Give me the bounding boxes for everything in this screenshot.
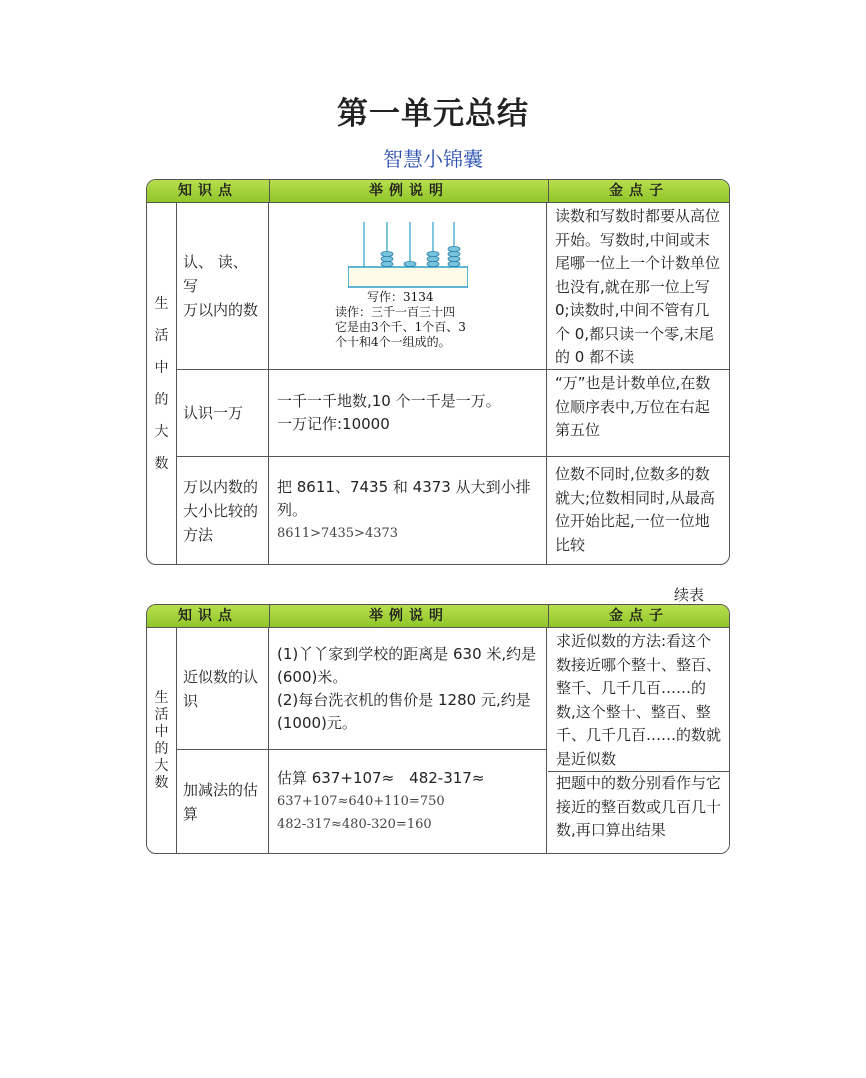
abacus-icon [348,222,468,290]
example-line: 写作：3134 [367,290,434,304]
side-char: 数 [154,774,169,791]
page-title: 第一单元总结 [337,96,529,132]
header-tips: 金点子 [609,608,669,624]
table-row [177,203,729,370]
side-char: 生 [154,689,169,706]
example-line: (1)丫丫家到学校的距离是 630 米,约是(600)米。 [277,644,537,686]
example-cell [269,203,547,369]
header-example: 举例说明 [270,180,549,202]
table-header [147,180,729,203]
tip-cell: “万”也是计数单位,在数位顺序表中,万位在右起第五位 [555,374,711,439]
header-tips: 金点子 [609,183,669,199]
example-line: 8611>7435>4373 [277,526,399,541]
table-header [147,605,729,628]
side-char: 生 [154,295,169,312]
header-example: 举例说明 [270,605,549,627]
example-line: 读作：三千一百三十四 [335,305,456,319]
example-cell [269,370,547,456]
table-row [177,370,729,457]
example-line: 482-317≈480-320=160 [277,817,432,832]
example-cell [269,750,547,853]
example-line: 估算 637+107≈ 482-317≈ [277,769,485,787]
side-char: 的 [154,740,169,757]
side-char: 数 [154,455,169,472]
topic-cell: 加减法的估算 [177,750,269,853]
topic-cell: 认、 读、写 万以内的数 [177,203,269,369]
tip-cell: 求近似数的方法:看这个数接近哪个整十、整百、整千、几千几百……的数,这个整十、整百、整千、几千几百……的数就是近似数 [548,630,729,772]
example-cell [269,457,547,564]
tip-cell: 读数和写数时都要从高位开始。写数时,中间或末尾哪一位上一个计数单位也没有,就在那一位上写 0;读数时,中间不管有几个 0,都只读一个零,末尾的 0 都不读 [555,207,721,366]
side-char: 活 [154,327,169,344]
topic-cell: 近似数的认识 [177,628,269,750]
example-line: 把 8611、7435 和 4373 从大到小排列。 [277,478,531,519]
continued-label: 续表 [674,586,705,604]
summary-table-1 [146,179,730,565]
header-knowledge: 知识点 [147,605,270,627]
side-char: 中 [154,723,169,740]
tip-column [548,628,729,853]
side-char: 的 [154,391,169,408]
example-line: 个十和4个一组成的。 [335,335,451,349]
page-subtitle: 智慧小锦囊 [383,147,483,171]
example-line: 一万记作:10000 [277,415,390,433]
abacus-figure [348,222,468,290]
summary-table-2 [146,604,730,854]
example-line: (2)每台洗衣机的售价是 1280 元,约是(1000)元。 [277,690,531,732]
tip-cell: 把题中的数分别看作与它接近的整百数或几百几十数,再口算出结果 [556,774,722,839]
side-char: 中 [154,359,169,376]
side-label [147,203,177,564]
side-char: 大 [154,757,169,774]
example-cell [269,628,547,750]
header-knowledge: 知识点 [147,180,270,202]
topic-cell: 认识一万 [177,370,269,456]
example-line: 一千一千地数,10 个一千是一万。 [277,392,501,410]
example-line: 它是由3个千、1个百、3 [335,320,466,334]
side-char: 大 [154,423,169,440]
table-row [177,457,729,564]
side-char: 活 [154,706,169,723]
example-line: 637+107≈640+110=750 [277,794,445,809]
tip-cell: 位数不同时,位数多的数就大;位数相同时,从最高位开始比起,一位一位地比较 [555,465,715,554]
topic-cell: 万以内数的大小比较的方法 [177,457,269,564]
side-label [147,628,177,853]
